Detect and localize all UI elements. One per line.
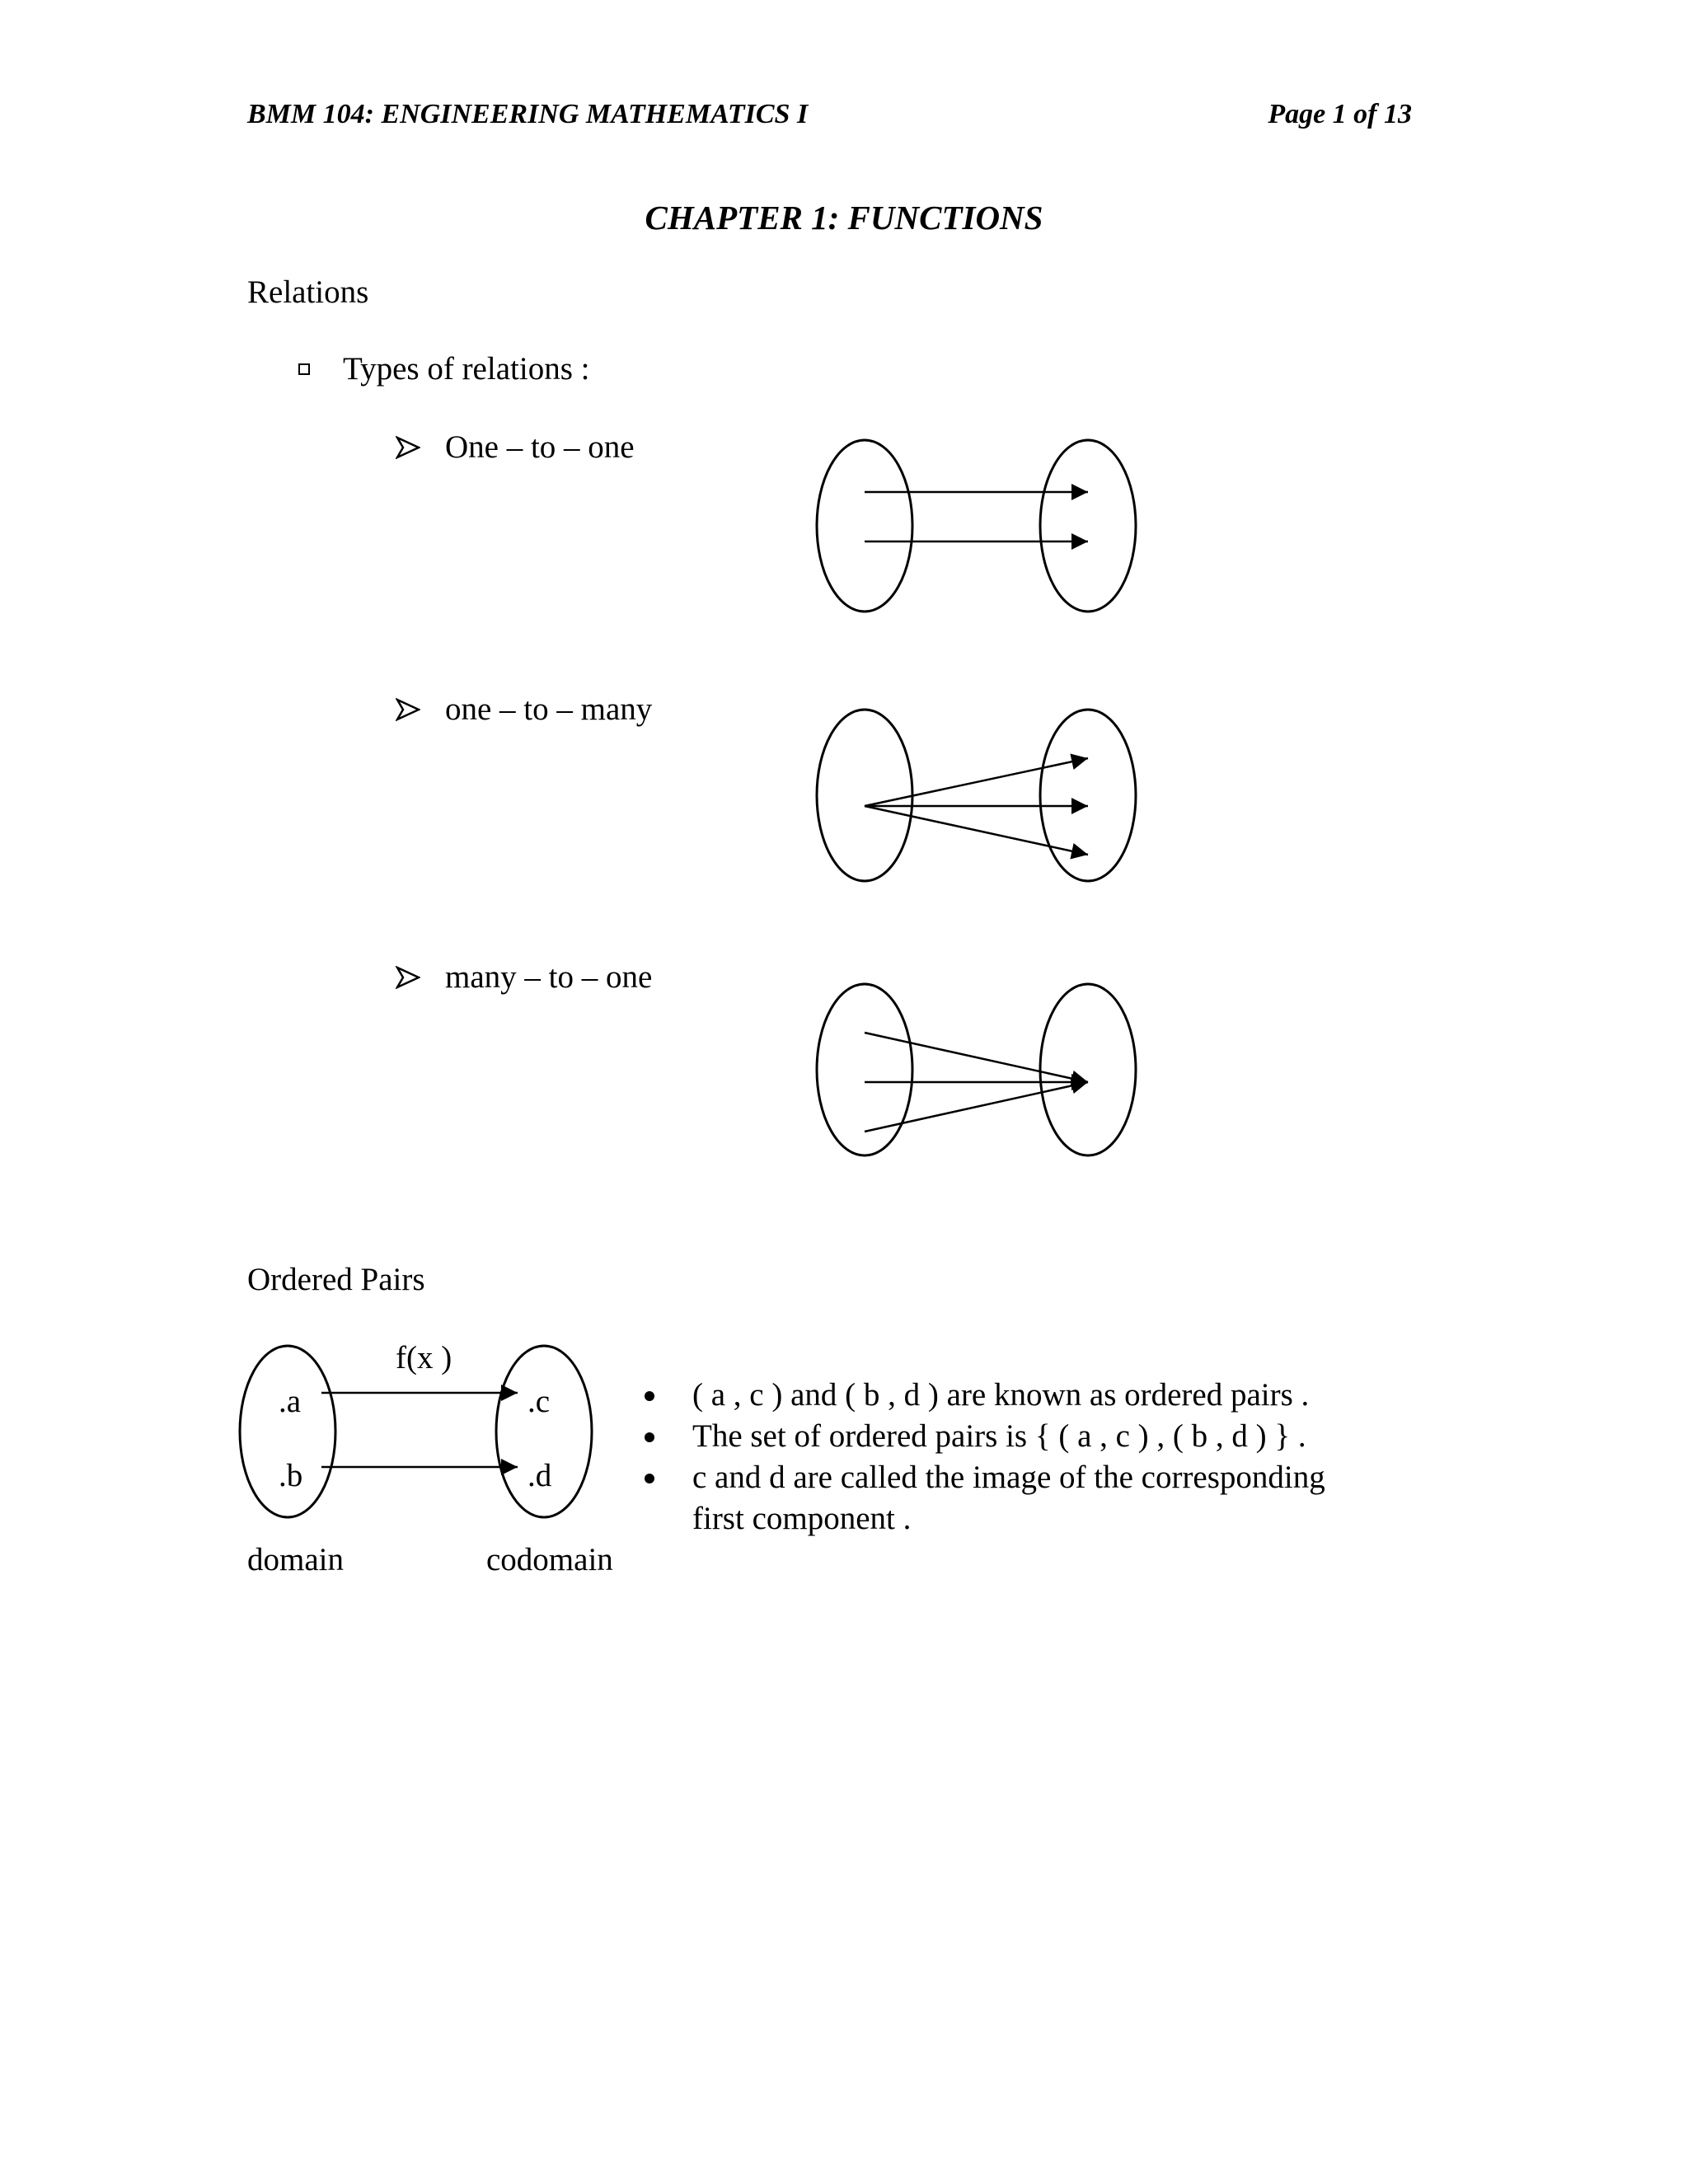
types-of-relations-label: Types of relations : [343,351,590,387]
one-to-many-diagram [817,710,1136,881]
course-title: BMM 104: ENGINEERING MATHEMATICS I [247,99,809,129]
domain-label: domain [247,1542,344,1577]
relation-label: one – to – many [445,691,653,727]
codomain-element: .c [528,1384,551,1419]
codomain-set-ellipse [1040,710,1136,881]
domain-element: .b [279,1458,303,1493]
ordered-pairs-diagram [240,1340,613,1577]
mapping-arrow [865,806,1088,855]
codomain-set-ellipse [1040,984,1136,1155]
page-number: Page 1 of 13 [1268,99,1412,129]
ordered-pairs-heading: Ordered Pairs [247,1262,425,1297]
mapping-arrow [865,758,1088,806]
mapping-arrow [865,1082,1088,1132]
mapping-arrow [865,1033,1088,1082]
codomain-label: codomain [486,1542,613,1577]
one-to-one-diagram [817,440,1136,612]
bullet-item: c and d are called the image of the corresponding first component . [636,1457,1378,1540]
bullet-item: ( a , c ) and ( b , d ) are known as ordered pairs . [636,1375,1378,1416]
function-label: f(x ) [396,1340,452,1376]
domain-set-ellipse [817,440,912,612]
relation-label: One – to – one [445,429,635,465]
relation-label: many – to – one [445,959,653,995]
ordered-pairs-notes [636,1375,1378,1540]
domain-set-ellipse [817,710,912,881]
domain-element: .a [279,1384,302,1419]
domain-set-ellipse [817,984,912,1155]
relations-heading: Relations [247,274,369,310]
many-to-one-diagram [817,984,1136,1155]
codomain-element: .d [528,1458,552,1493]
bullet-item: The set of ordered pairs is { ( a , c ) , ( b , d ) } . [636,1416,1378,1457]
chapter-title: CHAPTER 1: FUNCTIONS [645,199,1043,237]
codomain-set-ellipse [1040,440,1136,612]
